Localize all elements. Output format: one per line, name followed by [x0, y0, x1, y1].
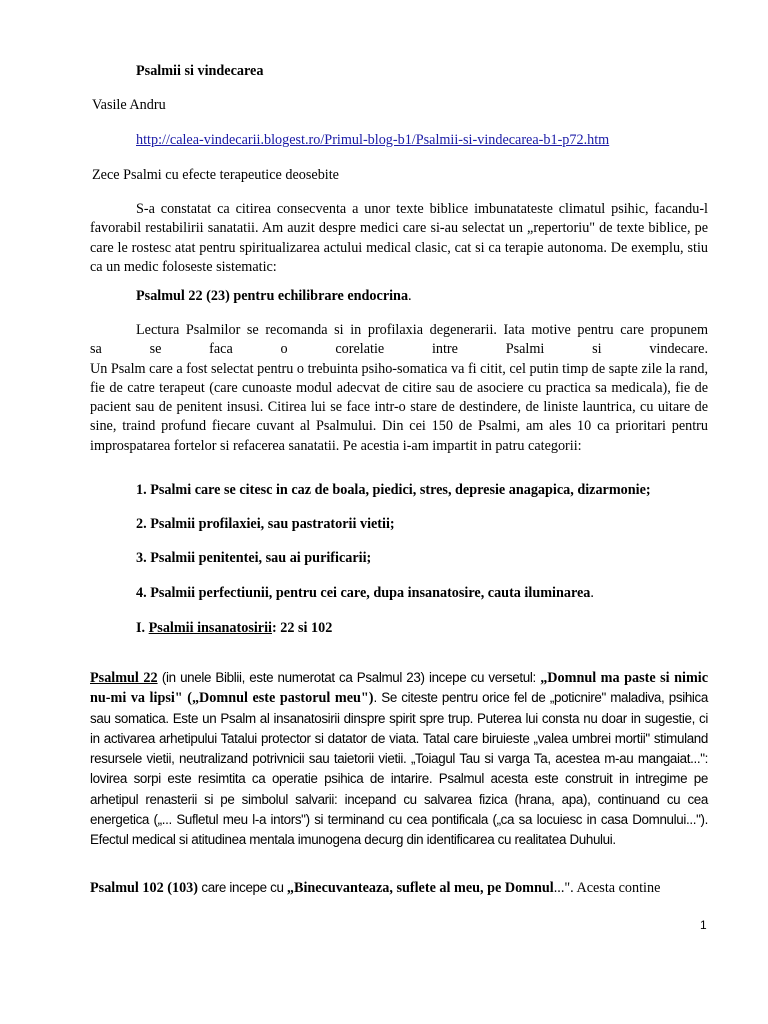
lectura-line-2: sa se faca o corelatie intre Psalmi si vindecare. [90, 341, 708, 358]
category-3: 3. Psalmii penitentei, sau ai purificarii; [136, 550, 372, 566]
psalm102-text-1: care incepe cu [197, 880, 287, 895]
psalm22-heading-line [136, 287, 708, 306]
intro-paragraph: S-a constatat ca citirea consecventa a unor texte biblice imbunatateste climatul psihic, facandu-l favorabil restabilirii sanatatii. Am auzit despre medici care si-au selectat un „repertoriu" de texte biblice, pe care le rostesc atat pentru spiritualizarea actului medical clasic, cat si ca terapie autonoma. De exemplu, stiu ca un medic foloseste sistematic: [90, 201, 708, 275]
psalm102-lead: Psalmul 102 (103) [90, 880, 198, 896]
doc-title: Psalmii si vindecarea [136, 63, 264, 79]
category-1: 1. Psalmi care se citesc in caz de boala, piedici, stres, depresie anagapica, dizarmonie; [136, 482, 651, 498]
category-2: 2. Psalmii profilaxiei, sau pastratorii vietii; [136, 516, 395, 532]
page-number: 1 [700, 918, 707, 932]
lectura-paragraph [90, 321, 708, 456]
category-4-line [136, 584, 708, 603]
psalm22-paragraph [90, 668, 708, 851]
psalm22-verse: „Domnul ma paste si nimic nu-mi va lipsi" („Domnul este pastorul meu") [90, 670, 709, 707]
lectura-line-1: Lectura Psalmilor se recomanda si in profilaxia degenerarii. Iata motive pentru care propunem [136, 322, 708, 338]
psalm102-verse: „Binecuvanteaza, suflete al meu, pe Domnul [286, 880, 554, 896]
source-link[interactable]: http://calea-vindecarii.blogest.ro/Primul-blog-b1/Psalmii-si-vindecarea-b1-p72.htm [136, 132, 610, 148]
section-1-heading [136, 619, 708, 638]
lectura-rest: Un Psalm care a fost selectat pentru o trebuinta psiho-somatica va fi citit, cel putin timp de sapte zile la rand, fie de catre terapeut (care cunoaste modul adecvat de citire sau de asociere cu practica sa medicala), fie de pacient sau de penitent insusi. Citirea lui se face intr-o stare de destindere, de liniste launtrica, cu uitare de sine, traind profund fiecare cuvant al Psalmului. Din cei 150 de Psalmi, am ales 10 ca prioritari pentru improspatarea fortelor si refacerea sanatatii. Pe acestia i-am impartit in patru categorii: [90, 360, 708, 454]
psalm22-text-2: . Se citeste pentru orice fel de „poticnire" maladiva, psihica sau somatica. Este un Psalm al insanatosirii dinspre spirit spre trup. Puterea lui consta nu doar in sugestie, ci in activarea arhetipului Tatalui protector si datator de viata. Tatal care biruieste „valea umbrei mortii" stimuland resursele vietii, neutralizand potrivnicii sau taietorii vietii. „Toiagul Tau si varga Ta, acestea m-au mangaiat...": lovirea sorpi este resimtita ca operatie psihica de intarire. Psalmul acesta este construit in intregime pe arhetipul renasterii si pe simbolul salvarii: incepand cu salvarea fizica (hrana, apa), continuand cu cea energetica („... Sufletul meu l-a intors") si terminand cu cea pontificala („ca sa locuiesc in casa Domnului..."). Efectul medical si atitudinea mentala imunogena decurg din identificarea cu realitatea Duhului. [90, 690, 708, 848]
subtitle: Zece Psalmi cu efecte terapeutice deosebite [92, 167, 339, 183]
source-link-line [136, 131, 708, 150]
psalm22-lead: Psalmul 22 [90, 670, 158, 686]
section-1-number: I. [136, 620, 146, 636]
psalm102-text-2: ...". Acesta contine [553, 880, 661, 896]
category-4: 4. Psalmii perfectiunii, pentru cei care, dupa insanatosire, cauta iluminarea [136, 585, 591, 601]
section-1-title: Psalmii insanatosirii [148, 620, 272, 636]
category-4-end: . [590, 585, 594, 601]
author: Vasile Andru [92, 97, 166, 113]
psalm22-text-1: (in unele Biblii, este numerotat ca Psalmul 23) incepe cu versetul: [157, 670, 541, 685]
section-1-rest: : 22 si 102 [272, 620, 333, 636]
psalm102-paragraph [90, 878, 708, 898]
psalm22-heading-end: . [408, 288, 412, 304]
psalm22-heading: Psalmul 22 (23) pentru echilibrare endocrina [136, 288, 409, 304]
